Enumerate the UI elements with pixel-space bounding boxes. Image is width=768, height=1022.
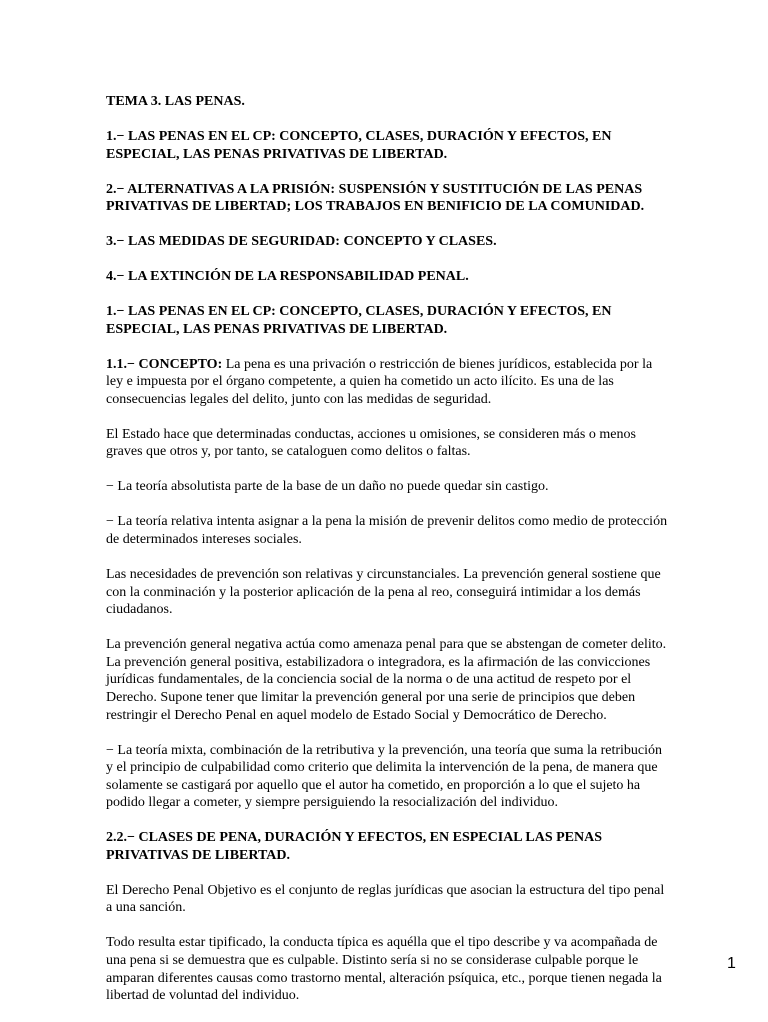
index-item-1: 1.− LAS PENAS EN EL CP: CONCEPTO, CLASES, DURACIÓN Y EFECTOS, EN ESPECIAL, LAS PENAS PRIVATIVAS DE LIBERTAD. — [106, 128, 612, 162]
index-item-3: 3.− LAS MEDIDAS DE SEGURIDAD: CONCEPTO Y CLASES. — [106, 234, 497, 250]
paragraph: − La teoría absolutista parte de la base de un daño no puede quedar sin castigo. — [106, 479, 549, 495]
paragraph: − La teoría relativa intenta asignar a la pena la misión de prevenir delitos como medio de protección de determinados intereses sociales. — [106, 514, 668, 548]
index-item-2: 2.− ALTERNATIVAS A LA PRISIÓN: SUSPENSIÓN Y SUSTITUCIÓN DE LAS PENAS PRIVATIVAS DE LIBERTAD; LOS TRABAJOS EN BENIFICIO DE LA COMUNIDAD. — [106, 181, 645, 215]
section-2-2-heading: 2.2.− CLASES DE PENA, DURACIÓN Y EFECTOS, EN ESPECIAL LAS PENAS PRIVATIVAS DE LIBERTAD. — [106, 830, 603, 863]
document-page — [106, 93, 668, 1022]
paragraph: El Estado hace que determinadas conductas, acciones u omisiones, se consideren más o menos graves que otros y, por tanto, se cataloguen como delitos o faltas. — [106, 426, 636, 460]
document-title: TEMA 3. LAS PENAS. — [106, 94, 245, 109]
concept-label: 1.1.− CONCEPTO: — [106, 356, 223, 372]
paragraph: Las necesidades de prevención son relativas y circunstanciales. La prevención general sostiene que con la conminación y la posterior aplicación de la pena al reo, conseguirá intimidar a los demás ciudadanos. — [106, 567, 661, 618]
page-number: 1 — [727, 955, 736, 972]
paragraph: Todo resulta estar tipificado, la conducta típica es aquélla que el tipo describe y va acompañada de una pena si se demuestra que es culpable. Distinto sería si no se considerase culpable porque le amparan diferentes causas como trastorno mental, alteración psíquica, etc., porque tienen negada la libertad de voluntad del individuo. — [106, 935, 662, 1004]
concept-paragraph — [106, 356, 668, 409]
concept-text: La pena es una privación o restricción de bienes jurídicos, establecida por la ley e impuesta por el órgano competente, a quien ha cometido un acto ilícito. Es una de las consecuencias legales del delito, junto con las medidas de seguridad. — [106, 356, 653, 407]
paragraph: El Derecho Penal Objetivo es el conjunto de reglas jurídicas que asocian la estructura del tipo penal a una sanción. — [106, 882, 665, 916]
paragraph: La prevención general negativa actúa como amenaza penal para que se abstengan de cometer delito. La prevención general positiva, estabilizadora o integradora, es la afirmación de las convicciones jurídicas fundamentales, de la conciencia social de la norma o de una actitud de respeto por el Derecho. Supone tener que limitar la prevención general por una serie de principios que deben restringir el Derecho Penal en aquel modelo de Estado Social y Democrático de Derecho. — [106, 637, 667, 723]
paragraph: − La teoría mixta, combinación de la retributiva y la prevención, una teoría que suma la retribución y el principio de culpabilidad como criterio que delimita la intervención de la pena, de manera que solamente se castigará por aquello que el autor ha cometido, en proporción a lo que el sujeto ha podido llegar a cometer, y siempre persiguiendo la resocialización del individuo. — [106, 742, 663, 811]
section-1-heading: 1.− LAS PENAS EN EL CP: CONCEPTO, CLASES, DURACIÓN Y EFECTOS, EN ESPECIAL, LAS PENAS PRIVATIVAS DE LIBERTAD. — [106, 304, 612, 337]
index-item-4: 4.− LA EXTINCIÓN DE LA RESPONSABILIDAD PENAL. — [106, 269, 469, 285]
